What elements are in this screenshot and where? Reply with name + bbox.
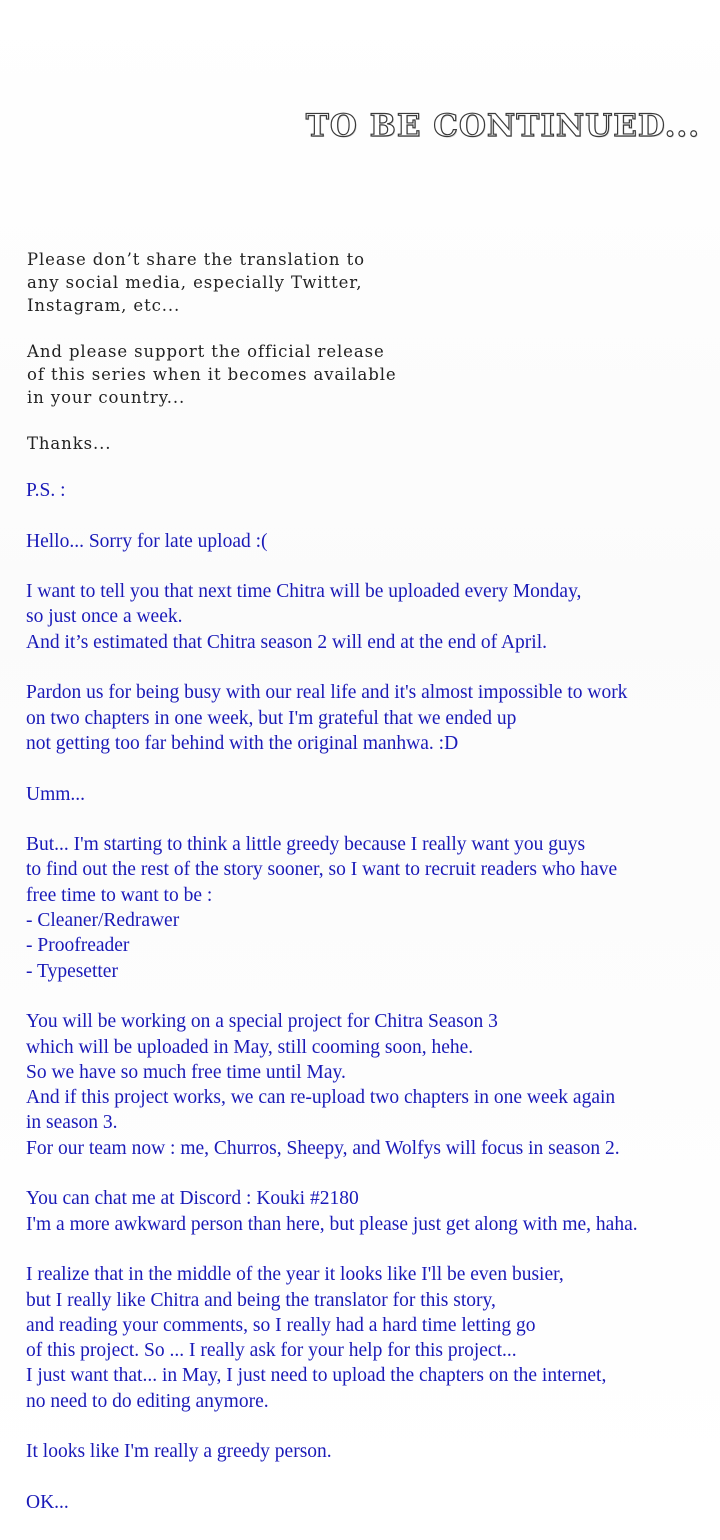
notice-paragraph xyxy=(27,432,427,455)
ps-paragraph xyxy=(26,832,716,984)
notice-paragraph xyxy=(27,248,427,317)
ps-line: not getting too far behind with the original manhwa. :D xyxy=(26,732,459,754)
ps-line: - Proofreader xyxy=(26,935,130,957)
ps-paragraph xyxy=(26,478,716,503)
ps-paragraph xyxy=(26,1490,716,1515)
ps-line: and reading your comments, so I really had a hard time letting go xyxy=(26,1314,536,1336)
ps-line: to find out the rest of the story sooner, so I want to recruit readers who have xyxy=(26,859,618,881)
notice-paragraph xyxy=(27,340,427,409)
notice-line: in your country... xyxy=(27,388,186,407)
translator-note xyxy=(26,478,716,1540)
ps-line: but I really like Chitra and being the translator for this story, xyxy=(26,1289,496,1311)
to-be-continued-title: TO BE CONTINUED... xyxy=(305,108,700,144)
ps-line: I realize that in the middle of the year it looks like I'll be even busier, xyxy=(26,1264,564,1286)
ps-paragraph xyxy=(26,1186,716,1237)
ps-line: OK... xyxy=(26,1491,69,1513)
ps-paragraph xyxy=(26,579,716,655)
ps-paragraph xyxy=(26,680,716,756)
ps-line: Pardon us for being busy with our real life and it's almost impossible to work xyxy=(26,682,628,704)
ps-line: You will be working on a special project for Chitra Season 3 xyxy=(26,1011,498,1033)
ps-line: I'm a more awkward person than here, but please just get along with me, haha. xyxy=(26,1213,638,1235)
notice-line: of this series when it becomes available xyxy=(27,365,397,384)
sharing-notice xyxy=(27,248,427,478)
ps-line: Hello... Sorry for late upload :( xyxy=(26,530,268,552)
ps-line: so just once a week. xyxy=(26,606,183,628)
ps-line: - Typesetter xyxy=(26,960,118,982)
ps-line: P.S. : xyxy=(26,480,66,501)
ps-paragraph xyxy=(26,782,716,807)
ps-line: But... I'm starting to think a little greedy because I really want you guys xyxy=(26,834,586,856)
ps-paragraph xyxy=(26,1262,716,1414)
ps-line: in season 3. xyxy=(26,1112,118,1134)
notice-line: Instagram, etc... xyxy=(27,296,181,315)
ps-paragraph xyxy=(26,529,716,554)
ps-line: I just want that... in May, I just need to upload the chapters on the internet, xyxy=(26,1365,607,1387)
ps-line: which will be uploaded in May, still cooming soon, hehe. xyxy=(26,1036,474,1058)
notice-line: Please don’t share the translation to xyxy=(27,250,365,269)
ps-line: I want to tell you that next time Chitra will be uploaded every Monday, xyxy=(26,581,582,603)
ps-line: - Cleaner/Redrawer xyxy=(26,910,180,932)
ps-line: And it’s estimated that Chitra season 2 will end at the end of April. xyxy=(26,631,547,653)
ps-line: free time to want to be : xyxy=(26,884,213,906)
notice-line: And please support the official release xyxy=(27,342,385,361)
ps-paragraph xyxy=(26,1009,716,1161)
ps-paragraph xyxy=(26,1439,716,1464)
ps-line: So we have so much free time until May. xyxy=(26,1061,346,1083)
ps-line: You can chat me at Discord : Kouki #2180 xyxy=(26,1188,359,1210)
notice-line: any social media, especially Twitter, xyxy=(27,273,363,292)
ps-line: For our team now : me, Churros, Sheepy, and Wolfys will focus in season 2. xyxy=(26,1137,620,1159)
ps-line: of this project. So ... I really ask for your help for this project... xyxy=(26,1340,517,1362)
notice-line: Thanks... xyxy=(27,434,112,453)
ps-line: on two chapters in one week, but I'm grateful that we ended up xyxy=(26,707,517,729)
ps-line: And if this project works, we can re-upload two chapters in one week again xyxy=(26,1087,616,1109)
ps-line: It looks like I'm really a greedy person. xyxy=(26,1441,332,1463)
ps-line: no need to do editing anymore. xyxy=(26,1390,269,1412)
ps-line: Umm... xyxy=(26,783,86,805)
